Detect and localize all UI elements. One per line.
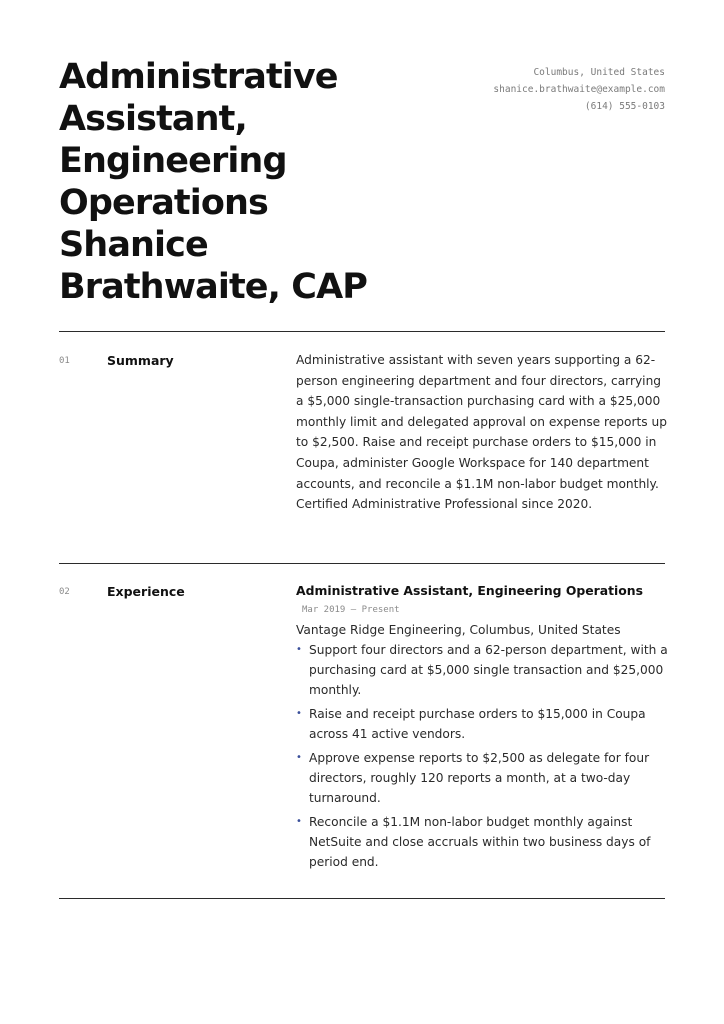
- resume-title: [59, 56, 439, 308]
- title-line: Engineering: [59, 141, 287, 181]
- title-line: Shanice: [59, 225, 208, 265]
- role-title: Administrative Assistant, Engineering Operations: [296, 583, 643, 598]
- bullet-icon: •: [296, 708, 302, 719]
- contact-email[interactable]: shanice.brathwaite@example.com: [493, 84, 665, 95]
- bullet-text: Approve expense reports to $2,500 as delegate for four directors, roughly 120 reports a month, at a two-day turnaround.: [309, 751, 650, 805]
- contact-block: [493, 64, 665, 115]
- list-item: [296, 704, 670, 744]
- list-item: [296, 812, 670, 872]
- divider: [59, 898, 665, 899]
- role-bullets: [296, 640, 670, 872]
- divider: [59, 563, 665, 564]
- title-line: Administrative: [59, 57, 338, 97]
- bullet-text: Reconcile a $1.1M non-labor budget monthly against NetSuite and close accruals within two business days of period end.: [309, 815, 651, 869]
- bullet-icon: •: [296, 816, 302, 827]
- bullet-text: Support four directors and a 62-person department, with a purchasing card at $5,000 single transaction and $25,000 monthly.: [309, 643, 668, 697]
- resume-header: [59, 56, 665, 308]
- list-item: [296, 748, 670, 808]
- title-line: Brathwaite, CAP: [59, 267, 368, 307]
- title-line: Assistant,: [59, 99, 247, 139]
- section-number: 02: [59, 587, 70, 597]
- role-company: Vantage Ridge Engineering, Columbus, United States: [296, 623, 621, 637]
- section-title: Experience: [107, 584, 185, 599]
- list-item: [296, 640, 670, 700]
- experience-body: [296, 581, 670, 876]
- section-number: 01: [59, 356, 70, 366]
- section-title: Summary: [107, 353, 174, 368]
- bullet-text: Raise and receipt purchase orders to $15,000 in Coupa across 41 active vendors.: [309, 707, 646, 741]
- bullet-icon: •: [296, 644, 302, 655]
- divider: [59, 331, 665, 332]
- contact-phone[interactable]: (614) 555-0103: [584, 101, 665, 112]
- summary-text: Administrative assistant with seven years supporting a 62-person engineering department and four directors, carrying a $5,000 single-transaction purchasing card with a $25,000 monthly limit and delegated approval on expense reports up to $2,500. Raise and receipt purchase orders to $15,000 in Coupa, administer Google Workspace for 140 department accounts, and reconcile a $1.1M non-labor budget monthly. Certified Administrative Professional since 2020.: [296, 353, 667, 512]
- title-line: Operations: [59, 183, 268, 223]
- bullet-icon: •: [296, 752, 302, 763]
- contact-location: Columbus, United States: [533, 67, 665, 78]
- role-dates: Mar 2019 — Present: [302, 605, 400, 615]
